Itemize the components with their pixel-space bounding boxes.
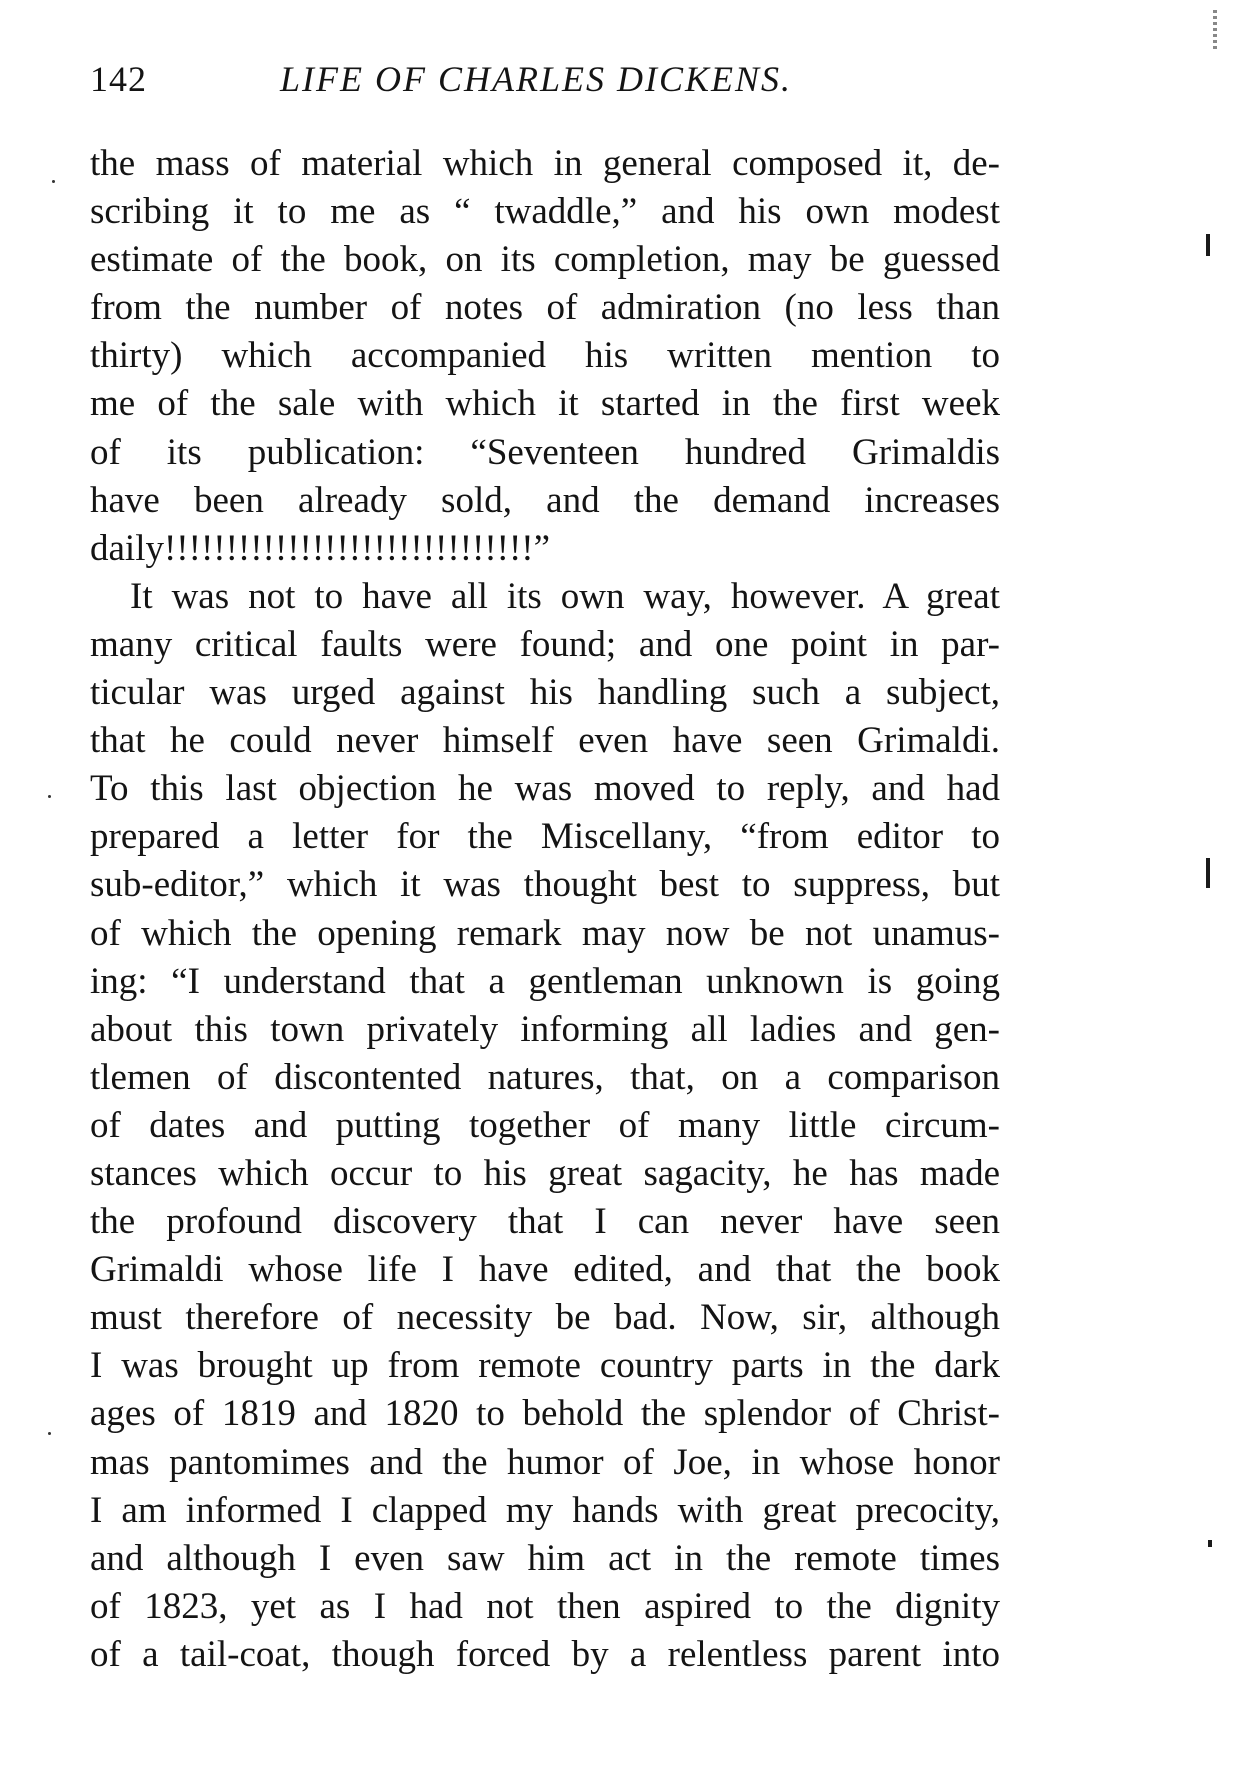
paragraph-1 (90, 140, 1000, 573)
paragraph-2 (90, 573, 1000, 1679)
text-line: estimate of the book, on its completion, may be guessed (90, 239, 1000, 281)
text-line: the profound discovery that I can never have seen (90, 1201, 1000, 1243)
margin-ink-mark (1206, 234, 1210, 256)
paper-speck (48, 795, 51, 798)
paper-speck (52, 180, 55, 183)
page-number: 142 (90, 59, 147, 99)
text-line: ticular was urged against his handling such a subject, (90, 672, 1000, 714)
text-line: from the number of notes of admiration (no less than (90, 287, 1000, 329)
text-line: the mass of material which in general composed it, de- (90, 143, 1000, 184)
page-header (90, 58, 1045, 108)
text-line: about this town privately informing all ladies and gen- (90, 1008, 1000, 1050)
text-line: scribing it to me as “ twaddle,” and his own modest (90, 191, 1000, 233)
body-text (90, 140, 1000, 1679)
text-line: I was brought up from remote country parts in the dark (90, 1345, 1000, 1387)
text-line: that he could never himself even have seen Grimaldi. (90, 720, 1000, 762)
text-line: prepared a letter for the Miscellany, “from editor to (90, 816, 1000, 858)
text-line: tlemen of discontented natures, that, on a comparison (90, 1056, 1000, 1098)
text-line: mas pantomimes and the humor of Joe, in whose honor (90, 1441, 1000, 1483)
text-line: of 1823, yet as I had not then aspired to the dignity (90, 1585, 1000, 1627)
text-line: Grimaldi whose life I have edited, and that the book (90, 1249, 1000, 1291)
text-line: me of the sale with which it started in the first week (90, 383, 1000, 425)
text-line: thirty) which accompanied his written mention to (90, 335, 1000, 377)
text-line: must therefore of necessity be bad. Now, sir, although (90, 1297, 1000, 1339)
margin-ink-mark (1206, 858, 1210, 888)
text-line: of its publication: “Seventeen hundred Grimaldis (90, 431, 1000, 473)
text-line: have been already sold, and the demand increases (90, 479, 1000, 521)
text-line: sub-editor,” which it was thought best to suppress, but (90, 864, 1000, 906)
margin-ink-mark (1208, 1540, 1212, 1547)
running-title: LIFE OF CHARLES DICKENS. (280, 59, 792, 99)
text-line: To this last objection he was moved to reply, and had (90, 768, 1000, 810)
text-line: stances which occur to his great sagacity, he has made (90, 1152, 1000, 1194)
text-line: ing: “I understand that a gentleman unknown is going (90, 960, 1000, 1002)
text-line: I am informed I clapped my hands with great precocity, (90, 1489, 1000, 1531)
text-line: and although I even saw him act in the remote times (90, 1537, 1000, 1579)
paper-speck (48, 1432, 51, 1435)
edge-scan-mark (1213, 10, 1217, 52)
text-line: of dates and putting together of many little circum- (90, 1104, 1000, 1146)
text-line: ages of 1819 and 1820 to behold the splendor of Christ- (90, 1393, 1000, 1435)
text-line: It was not to have all its own way, however. A great (130, 575, 1000, 617)
text-line: of a tail-coat, though forced by a relentless parent into (90, 1633, 1000, 1675)
text-line: daily!!!!!!!!!!!!!!!!!!!!!!!!!!!!!!” (90, 527, 551, 569)
text-line: of which the opening remark may now be not unamus- (90, 912, 1000, 954)
text-line: many critical faults were found; and one point in par- (90, 623, 1000, 665)
